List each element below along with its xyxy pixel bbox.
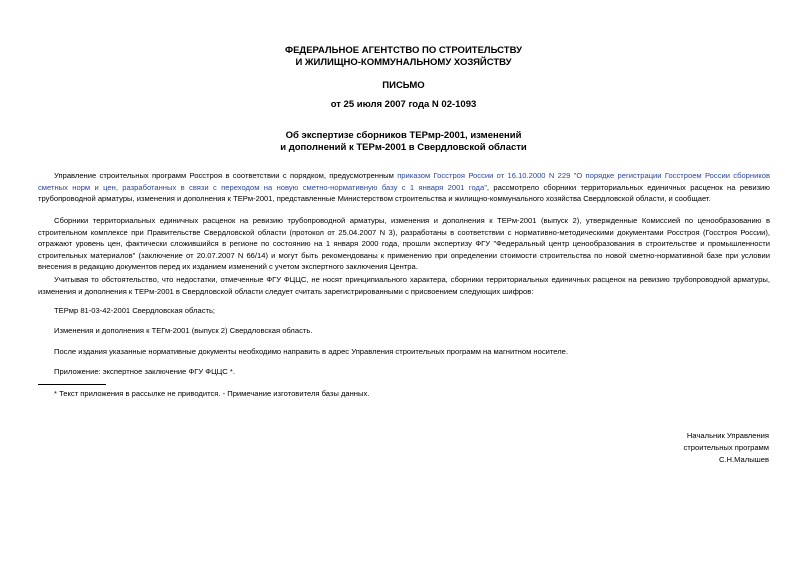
paragraph-1-text-end: , рассмотрело сборники территориальных единичных расценок на ревизию трубопроводной арматуры, изменения и дополнения к ТЕРм-2001, представленные Министерством строительства и жилищно-коммунального хозяйства Свердловской области, и сообщает. bbox=[38, 182, 770, 204]
document-type: ПИСЬМО bbox=[382, 80, 425, 91]
signature-position-line2: строительных программ bbox=[683, 443, 769, 452]
code-item-2: Изменения и дополнения к ТЕГм-2001 (выпуск 2) Свердловская область. bbox=[54, 326, 313, 335]
paragraph-2: Сборники территориальных единичных расценок на ревизию трубопроводной арматуры, изменения и дополнения к ТЕРм-2001 (выпуск 2), утвержденные Комиссией по ценообразованию в строительном комплексе при Правительстве Свердловской области (протокол от 25.04.2007 N 3), разработаны в соответствии с нормативно-методическими документами Росстроя (Госстроя России), отражают уровень цен, фактически сложившийся в регионе по состоянию на 1 января 2000 года, прошли экспертизу ФГУ "Федеральный центр ценообразования в строительстве и промышленности строительных материалов" (заключение от 20.07.2007 N 66/14) и могут быть рекомендованы к применению при определении стоимости строительства по новой сметно-нормативной базе при условии внесения в редакцию документов перед их изданием изменений с учетом экспертного заключения Центра. bbox=[38, 216, 770, 272]
paragraph-1-text-start: Управление строительных программ Росстроя в соответствии с порядком, предусмотренным bbox=[54, 171, 398, 180]
attachment-note: Приложение: экспертное заключение ФГУ ФЦЦС *. bbox=[54, 367, 235, 376]
document-subject-line2: и дополнений к ТЕРм-2001 в Свердловской области bbox=[280, 142, 527, 153]
paragraph-4: После издания указанные нормативные документы необходимо направить в адрес Управления строительных программ на магнитном носителе. bbox=[54, 347, 569, 356]
signature-name: С.Н.Малышев bbox=[718, 455, 769, 464]
signature-position-line1: Начальник Управления bbox=[686, 431, 769, 440]
paragraph-1 bbox=[38, 170, 770, 205]
paragraph-3: Учитывая то обстоятельство, что недостатки, отмеченные ФГУ ФЦЦС, не носят принципиального характера, сборники территориальных единичных расценок на ревизию трубопроводной арматуры, изменения и дополнения к ТЕРм-2001 в Свердловской области следует считать зарегистрированными с присвоением следующих шифров: bbox=[38, 275, 770, 296]
footnote: * Текст приложения в рассылке не приводится. - Примечание изготовителя базы данных. bbox=[54, 389, 370, 398]
agency-name-line1: ФЕДЕРАЛЬНОЕ АГЕНТСТВО ПО СТРОИТЕЛЬСТВУ bbox=[284, 45, 523, 56]
document-date-number: от 25 июля 2007 года N 02-1093 bbox=[330, 99, 477, 110]
code-item-1: ТЕРмр 81-03-42-2001 Свердловская область; bbox=[54, 306, 216, 315]
order-link[interactable]: приказом Госстроя России от 16.10.2000 N 229 "О порядке регистрации Госстроем России сборников сметных норм и цен, разработанных в связи с переходом на новую сметно-нормативную базу с 1 января 2001 года" bbox=[38, 171, 770, 192]
agency-name-line2: И ЖИЛИЩНО-КОММУНАЛЬНОМУ ХОЗЯЙСТВУ bbox=[295, 57, 512, 68]
footnote-divider bbox=[38, 384, 106, 385]
document-subject-line1: Об экспертизе сборников ТЕРмр-2001, изменений bbox=[285, 130, 522, 141]
